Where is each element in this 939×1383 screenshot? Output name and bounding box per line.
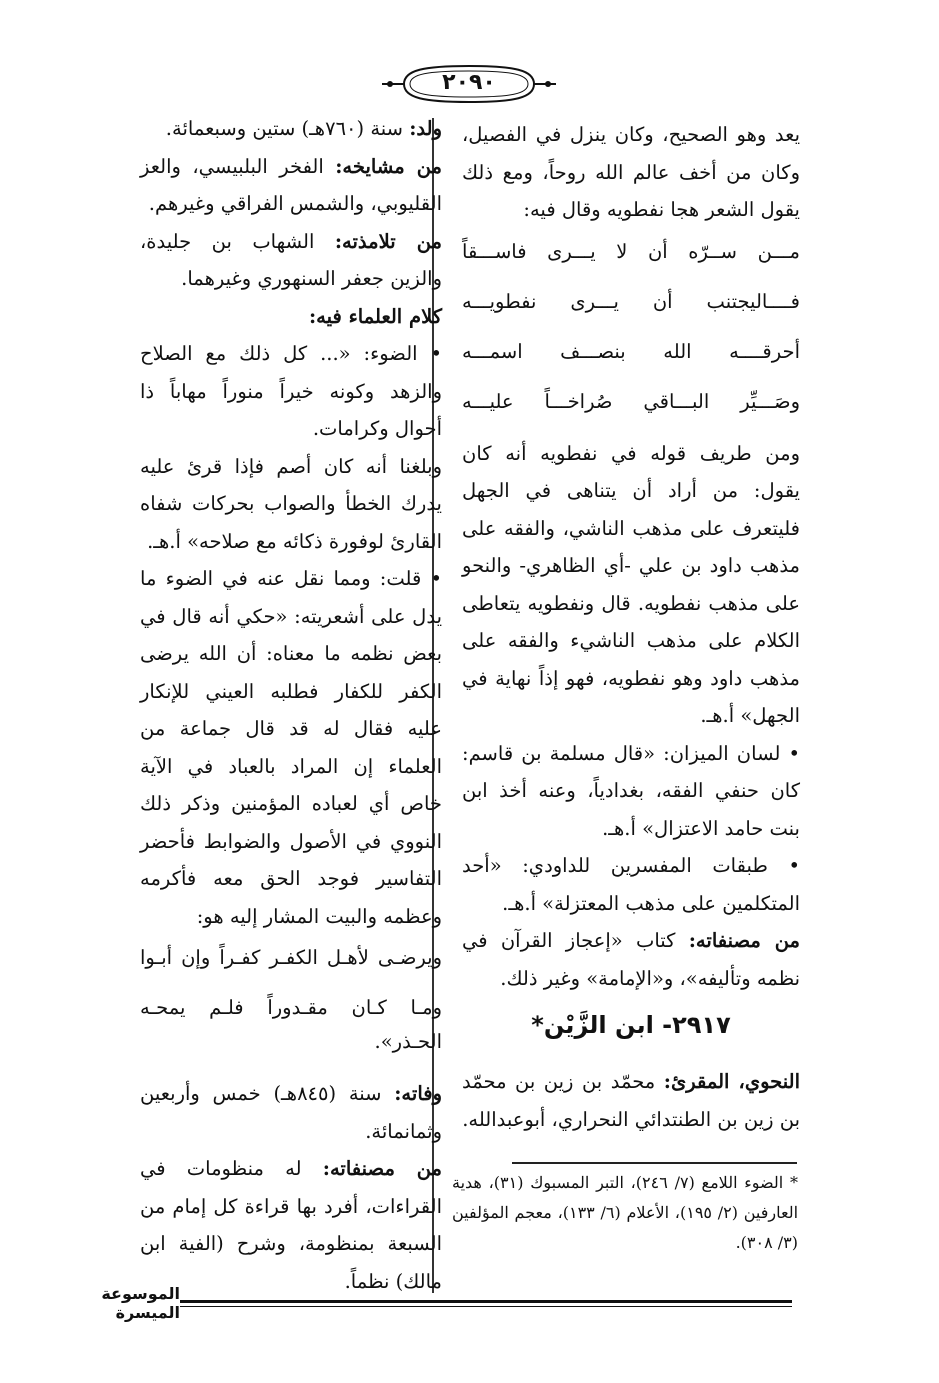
verse-line: ومـا كـان مقـدوراً فلـم يمحـه الحـذر». [140, 996, 442, 1053]
field-label: من تلامذته: [334, 229, 442, 253]
field-label: ولد: [409, 117, 442, 140]
paragraph: • طبقات المفسرين للداودي: «أحد المتكلمين على مذهب المعتزلة» أ.هـ. [462, 854, 800, 915]
field-text: الشهاب بن جليدة، والزين جعفر السنهوري وغيرهما. [140, 229, 442, 290]
verse-line: ويرضـى لأهـل الكفـر كفـراً وإن أبـوا [140, 946, 442, 969]
verse-line: أحرقــــه الله بنصـــف اسمـــه [462, 339, 800, 363]
section-heading: كلام العلماء فيه: [308, 304, 442, 328]
verse-line: وصَـــيِّر البـــاقي صُراخـــاً عليـــه [462, 389, 800, 413]
paragraph [140, 148, 442, 223]
verse-line: فــــاليجتنب أن يـــرى نفطويـــه [462, 289, 800, 313]
paragraph: وبلغنا أنه كان أصم فإذا قرئ عليه يدرك الخطأ والصواب بحركات شفاه القارئ لوفورة ذكائه مع صلاحه» أ.هـ. [140, 454, 442, 553]
field-text: كتاب «إعجاز القرآن في نظمه وتأليفه»، و«الإمامة» وغير ذلك. [462, 929, 800, 990]
paragraph: يعد وهو الصحيح، وكان ينزل في الفصيل، وكان من أخف عالم الله روحاً، ومع ذلك يقول الشعر هجا نفطويه وقال فيه: [462, 123, 800, 221]
paragraph [462, 1063, 800, 1138]
field-text: سنة (٧٦٠هـ) ستين وسبعمائة. [165, 117, 410, 140]
footnote-rule [512, 1162, 797, 1164]
field-label: من مصنفاته: [322, 1157, 443, 1180]
footer-rule-thin [180, 1306, 792, 1307]
field-label: من مصنفاته: [688, 929, 800, 952]
paragraph [140, 1075, 442, 1150]
field-label: وفاته: [394, 1082, 442, 1105]
right-column [462, 116, 800, 1138]
field-text: الفخر البلبيسي، والعز القليوبي، والشمس الفراقي وغيرهم. [140, 154, 442, 215]
verse-line: مـــن ســرّه أن لا يـــرى فاســـقاً [462, 239, 800, 263]
paragraph: ومن طريف قوله في نفطويه أنه كان يقول: من أراد أن يتناهى في الجهل فليتعرف على مذهب الناشي، والفقه على مذهب داود بن علي -أي الظاهري- والنحو على مذهب نفطويه. قال ونفطويه يتعاطى الكلام على مذهب الناشيء والفقه على مذهب داود وهو نفطويه، فهو إذاً نهاية في الجهل» أ.هـ. [462, 441, 800, 727]
page-number: ٢٠٩٠ [442, 70, 496, 95]
paragraph: • لسان الميزان: «قال مسلمة بن قاسم: كان حنفي الفقه، بغدادياً، وعنه أخذ ابن بنت حامد الاعتزال» أ.هـ. [462, 741, 800, 840]
paragraph [462, 922, 800, 997]
field-text: سنة (٨٤٥هـ) خمس وأربعين وثمانمائة. [140, 1082, 442, 1143]
left-column [140, 110, 442, 1300]
paragraph: • الضوء: «... كل ذلك مع الصلاح والزهد وكونه خيراً منوراً مهاباً ذا أحوال وكرامات. [140, 342, 442, 440]
footnote: * الضوء اللامع (٧/ ٢٤٦)، التبر المسبوك (٣١)، هدية العارفين (٢/ ١٩٥)، الأعلام (٦/ ١٣٣)، معجم المؤلفين (٣/ ٣٠٨). [452, 1173, 799, 1252]
paragraph [140, 1150, 442, 1300]
field-text: له منظومات في القراءات، أفرد بها قراءة كل إمام من السبعة بمنظومة، وشرح (الفية ابن مالك) نظماً. [140, 1157, 442, 1293]
entry-title: ٢٩١٧- ابن الزَّيْن* [531, 1011, 731, 1039]
paragraph: • قلت: ومما نقل عنه في الضوء ما يدل على أشعريته: «حكي أنه قال في بعض نظمه ما معناه: أن الله يرضى الكفر للكفار فطلبه العيني للإنكار عليه فقال له قد قال جماعة من العلماء إن المراد بالعباد في الآية خاص أي لعباده المؤمنين وذكر ذلك النووي في الأصول والضوابط فأحضر التفاسير فوجد الحق معه فأكرمه وعظمه والبيت المشار إليه هو: [140, 567, 442, 928]
paragraph [140, 223, 442, 298]
field-label: من مشايخه: [335, 154, 442, 178]
field-text: محمّد بن زين بن محمّد بن زين بن الطنتدائي النحراري، أبوعبدالله. [462, 1070, 800, 1131]
field-label: النحوي، المقرئ: [663, 1070, 801, 1093]
paragraph [140, 110, 442, 148]
footer-rule [180, 1300, 792, 1303]
page-header [380, 62, 558, 106]
footer-title: الموسوعة الميسرة [101, 1284, 180, 1322]
